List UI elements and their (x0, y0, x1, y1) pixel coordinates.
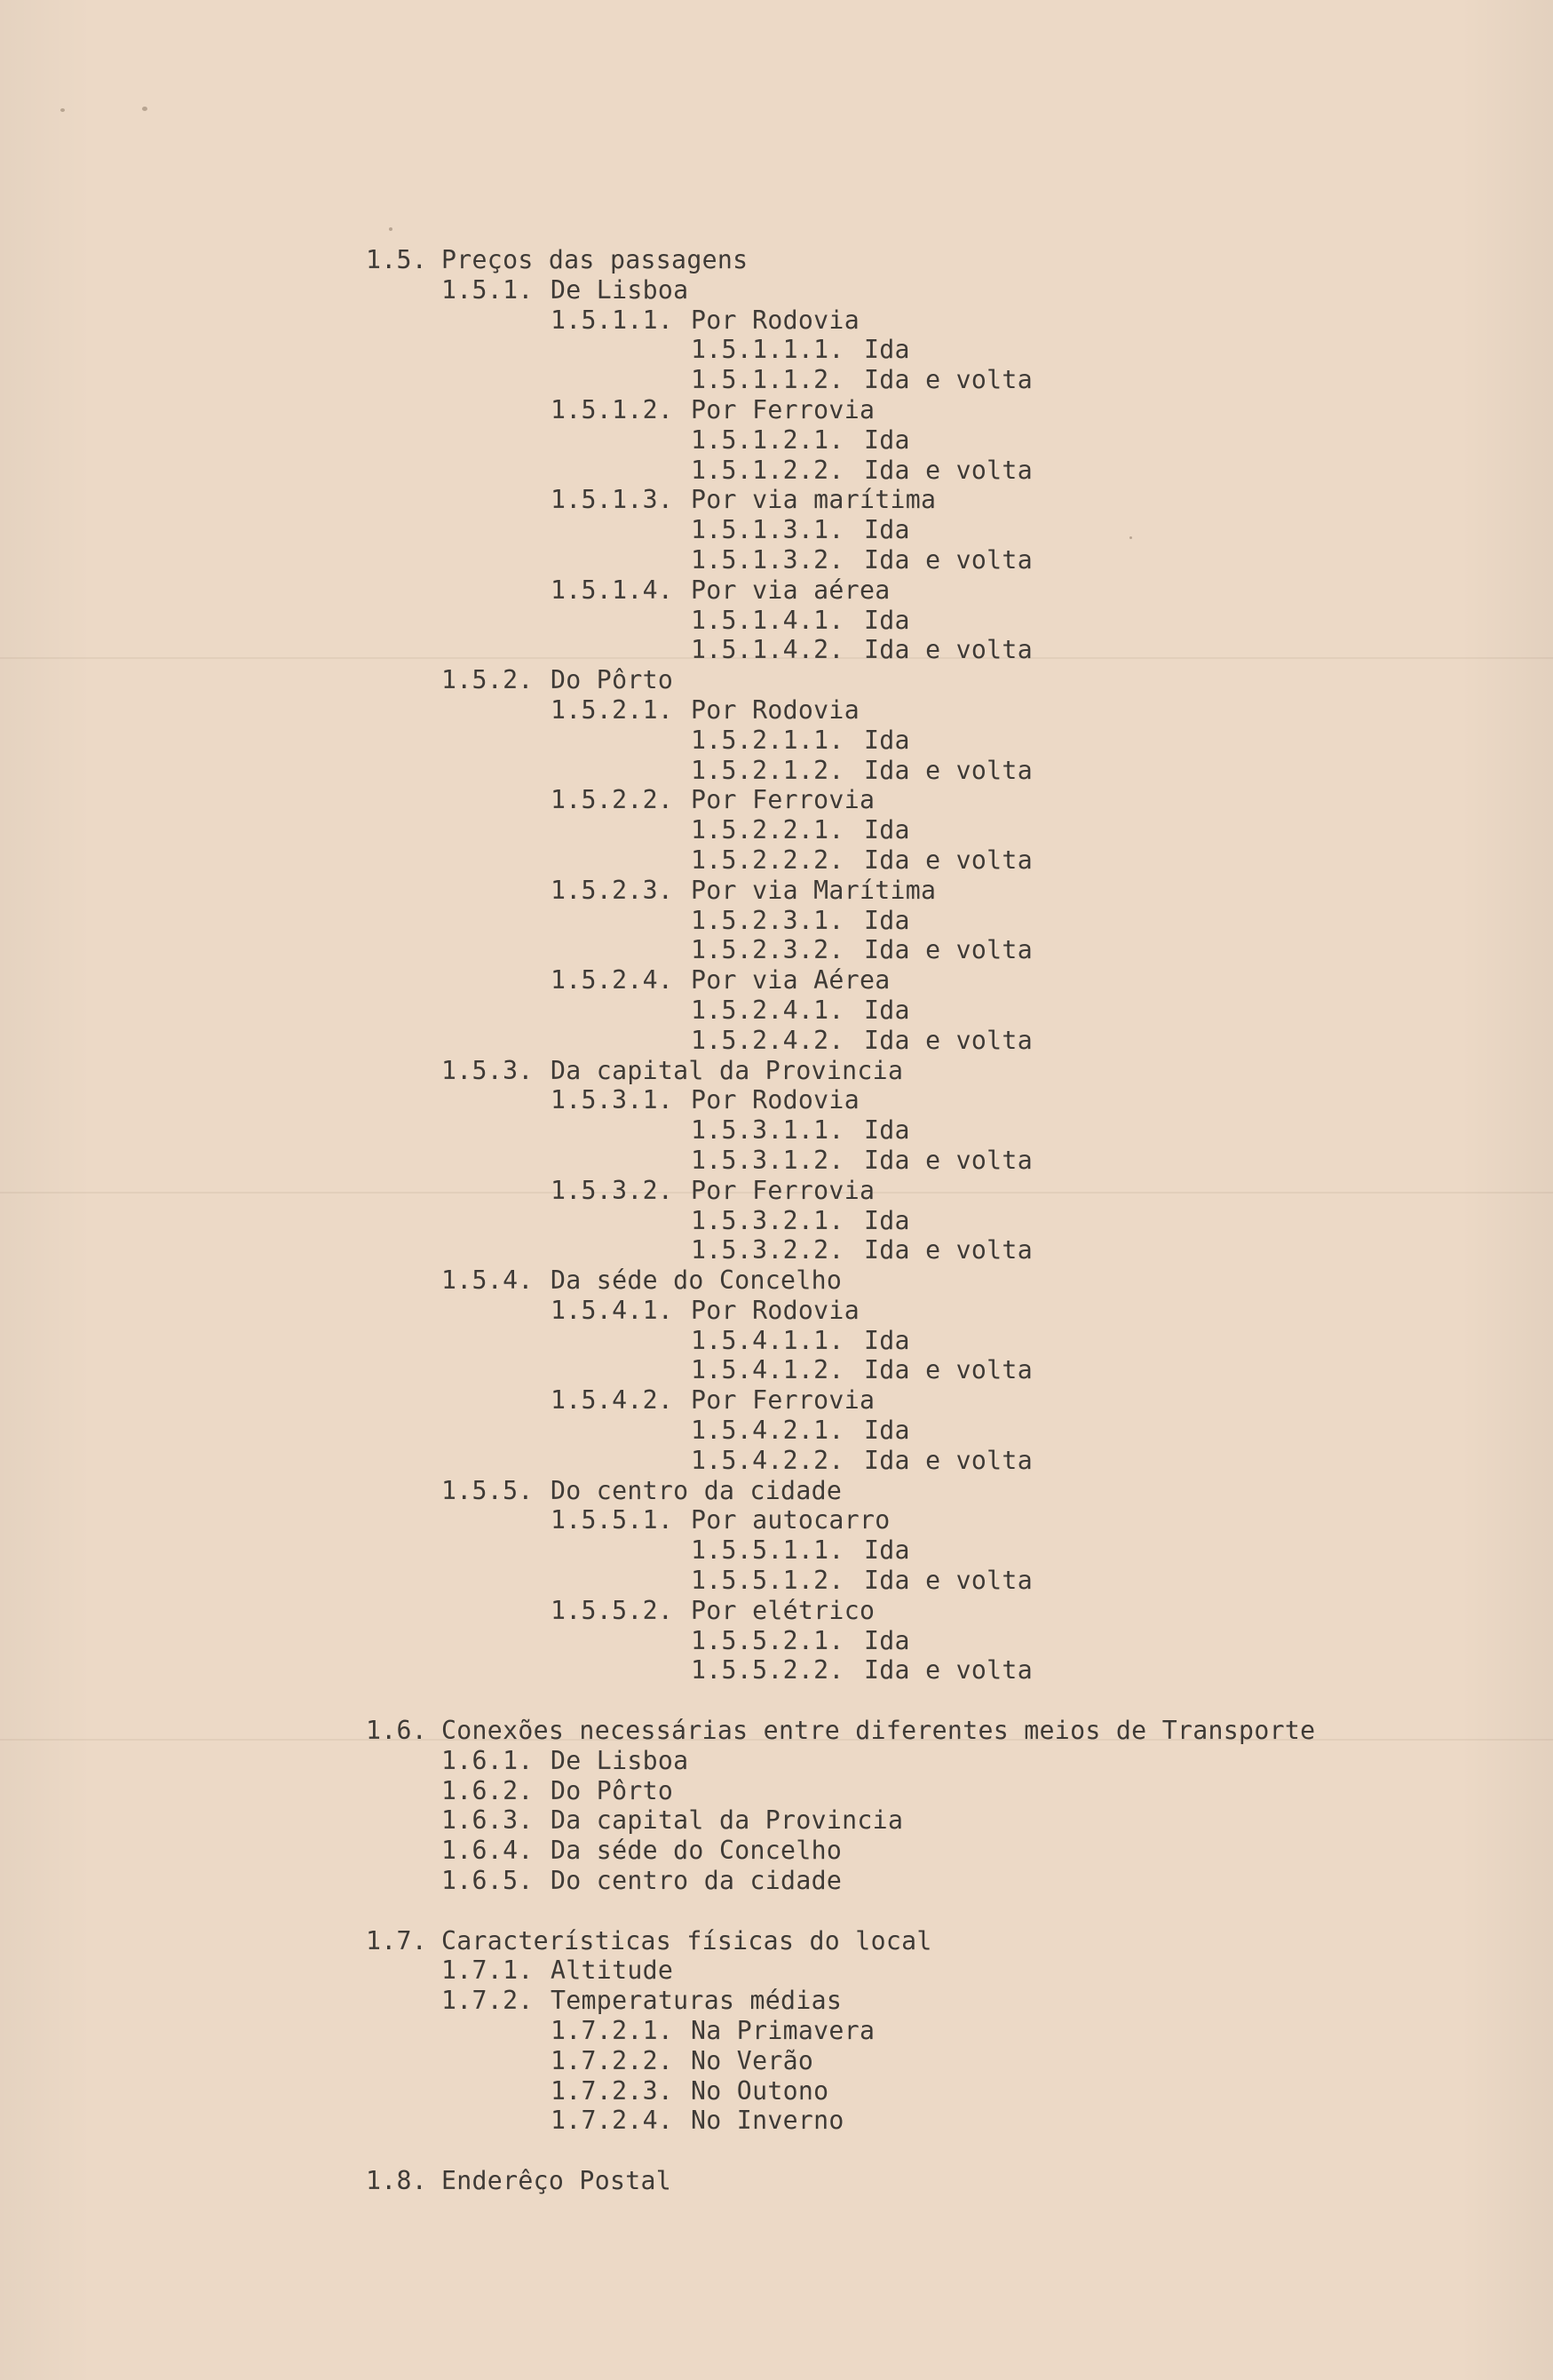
outline-item-level-2 (366, 1476, 1520, 1506)
outline-item-level-4 (366, 756, 1520, 786)
item-number: 1.5.3. (441, 1055, 534, 1085)
item-number: 1.7. (366, 1925, 428, 1956)
item-number: 1.5.3.2.2. (691, 1235, 844, 1265)
outline-item-level-2 (366, 1836, 1520, 1866)
outline-item-level-4 (366, 335, 1520, 365)
item-text: No Outono (691, 2075, 829, 2106)
section-spacer (366, 1686, 1520, 1716)
item-number: 1.5.1.2.2. (691, 455, 844, 485)
item-text: Por autocarro (691, 1505, 891, 1535)
item-number: 1.5.1. (441, 274, 534, 305)
item-number: 1.5.1.2. (551, 394, 674, 424)
item-number: 1.5.5. (441, 1475, 534, 1505)
item-text: Ida e volta (864, 1445, 1033, 1475)
outline-item-level-3 (366, 305, 1520, 336)
item-text: Ida (864, 1115, 910, 1146)
outline-item-level-4 (366, 1146, 1520, 1176)
item-number: 1.5.2.3.2. (691, 935, 844, 965)
item-text: No Verão (691, 2045, 814, 2075)
item-number: 1.5.3.1.1. (691, 1115, 844, 1146)
item-text: De Lisboa (551, 1745, 689, 1775)
item-text: Por Rodovia (691, 305, 860, 335)
item-number: 1.5.3.2. (551, 1175, 674, 1205)
outline-item-level-4 (366, 996, 1520, 1026)
outline-item-level-2 (366, 1265, 1520, 1296)
item-text: Por via aérea (691, 575, 891, 605)
outline-item-level-3 (366, 785, 1520, 815)
item-number: 1.5.4.2.1. (691, 1416, 844, 1446)
item-number: 1.7.2.3. (551, 2075, 674, 2106)
item-number: 1.5.2.4.1. (691, 995, 844, 1025)
item-number: 1.5.1.3. (551, 485, 674, 515)
item-text: Da séde do Concelho (551, 1265, 843, 1296)
item-number: 1.5.2.2.2. (691, 845, 844, 875)
outline-item-level-4 (366, 815, 1520, 845)
item-number: 1.5.2.4.2. (691, 1025, 844, 1055)
item-text: Ida e volta (864, 1566, 1033, 1596)
item-number: 1.6.3. (441, 1805, 534, 1836)
outline-item-level-3 (366, 2076, 1520, 2106)
outline-item-level-4 (366, 606, 1520, 636)
item-number: 1.5.2.1. (551, 694, 674, 725)
item-number: 1.7.2.4. (551, 2106, 674, 2136)
item-text: Ida (864, 515, 910, 545)
item-number: 1.7.1. (441, 1956, 534, 1986)
item-number: 1.5.1.4. (551, 575, 674, 605)
item-text: Ida (864, 424, 910, 455)
item-number: 1.6. (366, 1716, 428, 1746)
item-number: 1.5.5.2. (551, 1595, 674, 1625)
outline-item-level-2 (366, 1866, 1520, 1896)
item-number: 1.5. (366, 245, 428, 274)
item-text: Por elétrico (691, 1595, 876, 1625)
item-number: 1.5.3.1. (551, 1085, 674, 1115)
item-number: 1.5.2.3. (551, 875, 674, 905)
outline-item-level-4 (366, 726, 1520, 756)
item-text: Por Ferrovia (691, 1175, 876, 1205)
outline-item-level-4 (366, 1416, 1520, 1446)
section-heading (366, 1926, 1520, 1956)
item-number: 1.5.5.2.2. (691, 1655, 844, 1686)
item-text: Ida e volta (864, 755, 1033, 785)
section-spacer (366, 2136, 1520, 2166)
outline-item-level-3 (366, 1505, 1520, 1535)
item-number: 1.6.4. (441, 1836, 534, 1866)
item-number: 1.5.2.1.1. (691, 725, 844, 755)
item-text: Ida (864, 335, 910, 365)
item-text: Do Pôrto (551, 665, 674, 695)
item-text: Ida (864, 1625, 910, 1655)
item-text: Ida e volta (864, 935, 1033, 965)
outline-item-level-4 (366, 1446, 1520, 1476)
outline-list (366, 245, 1520, 2196)
section-spacer (366, 1896, 1520, 1926)
outline-item-level-4 (366, 1566, 1520, 1596)
outline-item-level-3 (366, 2016, 1520, 2046)
outline-item-level-4 (366, 425, 1520, 456)
ink-speck (389, 227, 392, 231)
item-number: 1.5.5.1.1. (691, 1535, 844, 1566)
item-text: Altitude (551, 1956, 674, 1986)
item-number: 1.6.5. (441, 1866, 534, 1896)
outline-item-level-3 (366, 1085, 1520, 1115)
item-number: 1.5.3.1.2. (691, 1145, 844, 1175)
item-number: 1.5.2. (441, 665, 534, 695)
item-number: 1.5.2.2.1. (691, 815, 844, 845)
item-number: 1.5.2.2. (551, 785, 674, 815)
ink-speck (60, 108, 65, 112)
outline-item-level-4 (366, 1026, 1520, 1056)
outline-item-level-4 (366, 635, 1520, 665)
outline-item-level-4 (366, 935, 1520, 965)
item-text: Preços das passagens (441, 245, 749, 274)
outline-item-level-4 (366, 545, 1520, 575)
item-text: Por via Marítima (691, 875, 937, 905)
outline-item-level-4 (366, 1206, 1520, 1236)
item-text: Na Primavera (691, 2016, 876, 2046)
outline-item-level-2 (366, 1956, 1520, 1986)
item-text: Por via marítima (691, 485, 937, 515)
outline-item-level-2 (366, 1776, 1520, 1806)
outline-item-level-4 (366, 1535, 1520, 1566)
item-number: 1.5.4.1. (551, 1295, 674, 1325)
outline-item-level-3 (366, 2046, 1520, 2076)
item-text: Ida e volta (864, 635, 1033, 665)
item-number: 1.5.2.4. (551, 965, 674, 996)
item-number: 1.5.1.4.2. (691, 635, 844, 665)
outline-item-level-2 (366, 1056, 1520, 1086)
outline-item-level-3 (366, 1296, 1520, 1326)
item-number: 1.5.1.1.2. (691, 365, 844, 395)
item-text: No Inverno (691, 2106, 844, 2136)
item-text: Ida e volta (864, 544, 1033, 575)
item-text: Da capital da Provincia (551, 1805, 904, 1836)
item-number: 1.5.5.2.1. (691, 1625, 844, 1655)
outline-item-level-3 (366, 485, 1520, 515)
outline-item-level-3 (366, 965, 1520, 996)
outline-item-level-4 (366, 515, 1520, 545)
outline-item-level-4 (366, 845, 1520, 876)
section-heading (366, 2166, 1520, 2196)
item-text: Ida e volta (864, 1235, 1033, 1265)
item-text: Conexões necessárias entre diferentes meios de Transporte (441, 1716, 1316, 1746)
item-text: Por Rodovia (691, 1085, 860, 1115)
item-text: Ida (864, 1416, 910, 1446)
item-text: Do Pôrto (551, 1775, 674, 1805)
item-number: 1.5.2.1.2. (691, 755, 844, 785)
ink-speck (142, 107, 147, 111)
item-text: Ida e volta (864, 845, 1033, 875)
item-number: 1.5.1.3.2. (691, 544, 844, 575)
item-text: Ida (864, 1535, 910, 1566)
item-text: Enderêço Postal (441, 2166, 672, 2195)
item-text: Ida e volta (864, 1145, 1033, 1175)
item-number: 1.7.2.1. (551, 2016, 674, 2046)
item-number: 1.5.1.4.1. (691, 605, 844, 635)
item-number: 1.5.4.1.2. (691, 1355, 844, 1385)
item-number: 1.5.1.3.1. (691, 515, 844, 545)
outline-item-level-4 (366, 1326, 1520, 1356)
item-text: Ida e volta (864, 1655, 1033, 1686)
item-text: Ida e volta (864, 1355, 1033, 1385)
item-text: Ida e volta (864, 365, 1033, 395)
item-number: 1.7.2. (441, 1986, 534, 2016)
item-text: Por Ferrovia (691, 394, 876, 424)
item-text: Ida (864, 605, 910, 635)
item-text: Ida (864, 995, 910, 1025)
item-number: 1.5.3.2.1. (691, 1205, 844, 1235)
item-text: Da séde do Concelho (551, 1836, 843, 1866)
item-text: Ida (864, 905, 910, 935)
outline-item-level-3 (366, 575, 1520, 606)
outline-item-level-3 (366, 876, 1520, 906)
section-heading (366, 245, 1520, 275)
item-text: Por via Aérea (691, 965, 891, 996)
outline-item-level-4 (366, 906, 1520, 936)
item-text: Ida e volta (864, 1025, 1033, 1055)
item-text: Características físicas do local (441, 1925, 932, 1956)
outline-item-level-3 (366, 1596, 1520, 1626)
outline-item-level-3 (366, 1385, 1520, 1416)
item-text: Ida e volta (864, 455, 1033, 485)
item-number: 1.5.2.3.1. (691, 905, 844, 935)
item-text: Por Ferrovia (691, 785, 876, 815)
item-text: Temperaturas médias (551, 1986, 843, 2016)
outline-item-level-3 (366, 695, 1520, 726)
item-number: 1.5.4.2. (551, 1385, 674, 1416)
outline-item-level-4 (366, 365, 1520, 395)
outline-item-level-3 (366, 1176, 1520, 1206)
item-number: 1.5.4.2.2. (691, 1445, 844, 1475)
item-text: Ida (864, 815, 910, 845)
outline-item-level-3 (366, 2106, 1520, 2136)
item-text: Do centro da cidade (551, 1866, 843, 1896)
item-text: Do centro da cidade (551, 1475, 843, 1505)
outline-item-level-4 (366, 1235, 1520, 1265)
item-text: Ida (864, 725, 910, 755)
item-text: Da capital da Provincia (551, 1055, 904, 1085)
item-number: 1.5.5.1. (551, 1505, 674, 1535)
outline-item-level-2 (366, 275, 1520, 305)
outline-item-level-4 (366, 1655, 1520, 1686)
item-number: 1.5.4. (441, 1265, 534, 1296)
section-heading (366, 1716, 1520, 1746)
outline-item-level-4 (366, 456, 1520, 486)
outline-item-level-4 (366, 1115, 1520, 1146)
outline-item-level-3 (366, 395, 1520, 425)
outline-item-level-4 (366, 1355, 1520, 1385)
item-number: 1.5.1.1.1. (691, 335, 844, 365)
item-number: 1.6.1. (441, 1745, 534, 1775)
item-number: 1.5.4.1.1. (691, 1325, 844, 1355)
outline-item-level-2 (366, 1746, 1520, 1776)
outline-item-level-2 (366, 1805, 1520, 1836)
item-text: Por Ferrovia (691, 1385, 876, 1416)
item-number: 1.5.5.1.2. (691, 1566, 844, 1596)
item-number: 1.5.1.1. (551, 305, 674, 335)
outline-item-level-2 (366, 665, 1520, 695)
item-text: De Lisboa (551, 274, 689, 305)
item-number: 1.8. (366, 2166, 428, 2195)
item-text: Por Rodovia (691, 694, 860, 725)
outline-item-level-4 (366, 1626, 1520, 1656)
outline-item-level-2 (366, 1986, 1520, 2016)
item-number: 1.5.1.2.1. (691, 424, 844, 455)
item-text: Ida (864, 1325, 910, 1355)
item-text: Ida (864, 1205, 910, 1235)
item-number: 1.6.2. (441, 1775, 534, 1805)
item-number: 1.7.2.2. (551, 2045, 674, 2075)
item-text: Por Rodovia (691, 1295, 860, 1325)
